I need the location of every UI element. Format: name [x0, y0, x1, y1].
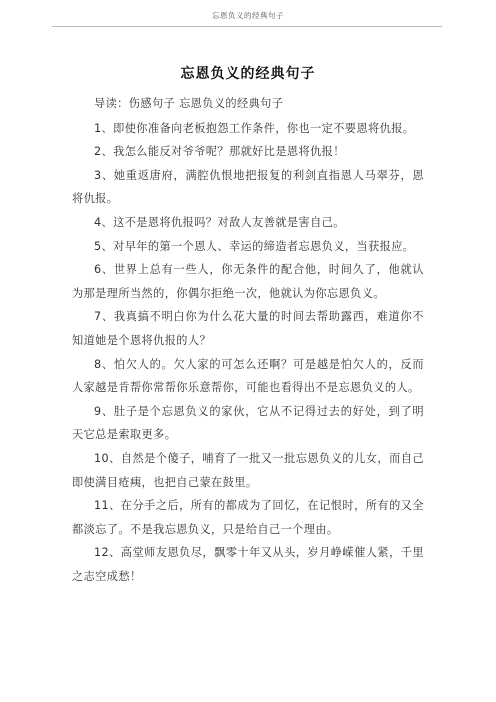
intro-line: 导读：伤感句子 忘恩负义的经典句子 — [94, 97, 284, 110]
paragraph: 5、对早年的第一个恩人、幸运的缔造者忘恩负义，当获报应。 — [94, 239, 415, 253]
paragraph: 6、世界上总有一些人，你无条件的配合他，时间久了，他就认为那是理所当然的，你偶尔拒绝一次，他就认为你忘恩负义。 — [72, 263, 424, 300]
paragraph: 10、自然是个傻子，哺育了一批又一批忘恩负义的儿女，而自己即使满目疮痍，也把自己蒙在鼓里。 — [72, 451, 424, 489]
paragraph: 8、怕欠人的。欠人家的可怎么还啊？可是越是怕欠人的，反而人家越是肯帮你常帮你乐意帮你，可能也看得出不是忘恩负义的人。 — [72, 357, 424, 395]
paragraph: 7、我真搞不明白你为什么花大量的时间去帮助露西，难道你不知道她是个恩将仇报的人？ — [72, 310, 424, 347]
document-title: 忘恩负义的经典句子 — [180, 66, 316, 82]
paragraph: 3、她重返唐府，满腔仇恨地把报复的利剑直指恩人马翠芬，恩将仇报。 — [72, 168, 424, 206]
paragraph: 1、即使你准备向老板抱怨工作条件，你也一定不要恩将仇报。 — [94, 121, 415, 135]
paragraph: 2、我怎么能反对爷爷呢？那就好比是恩将仇报！ — [94, 145, 345, 159]
header-divider — [52, 26, 442, 27]
paragraph: 12、高堂师友恩负尽，飘零十年又从头，岁月峥嵘催人紧，千里之志空成愁！ — [72, 546, 424, 583]
paragraph: 9、肚子是个忘恩负义的家伙，它从不记得过去的好处，到了明天它总是索取更多。 — [72, 404, 424, 442]
document-body — [72, 92, 424, 588]
paragraph: 4、这不是恩将仇报吗？对敌人友善就是害自己。 — [94, 215, 345, 229]
paragraph: 11、在分手之后，所有的都成为了回忆，在记恨时，所有的又全都淡忘了。不是我忘恩负义，只是给自己一个理由。 — [72, 499, 424, 536]
running-header: 忘恩负义的经典句子 — [212, 11, 284, 20]
